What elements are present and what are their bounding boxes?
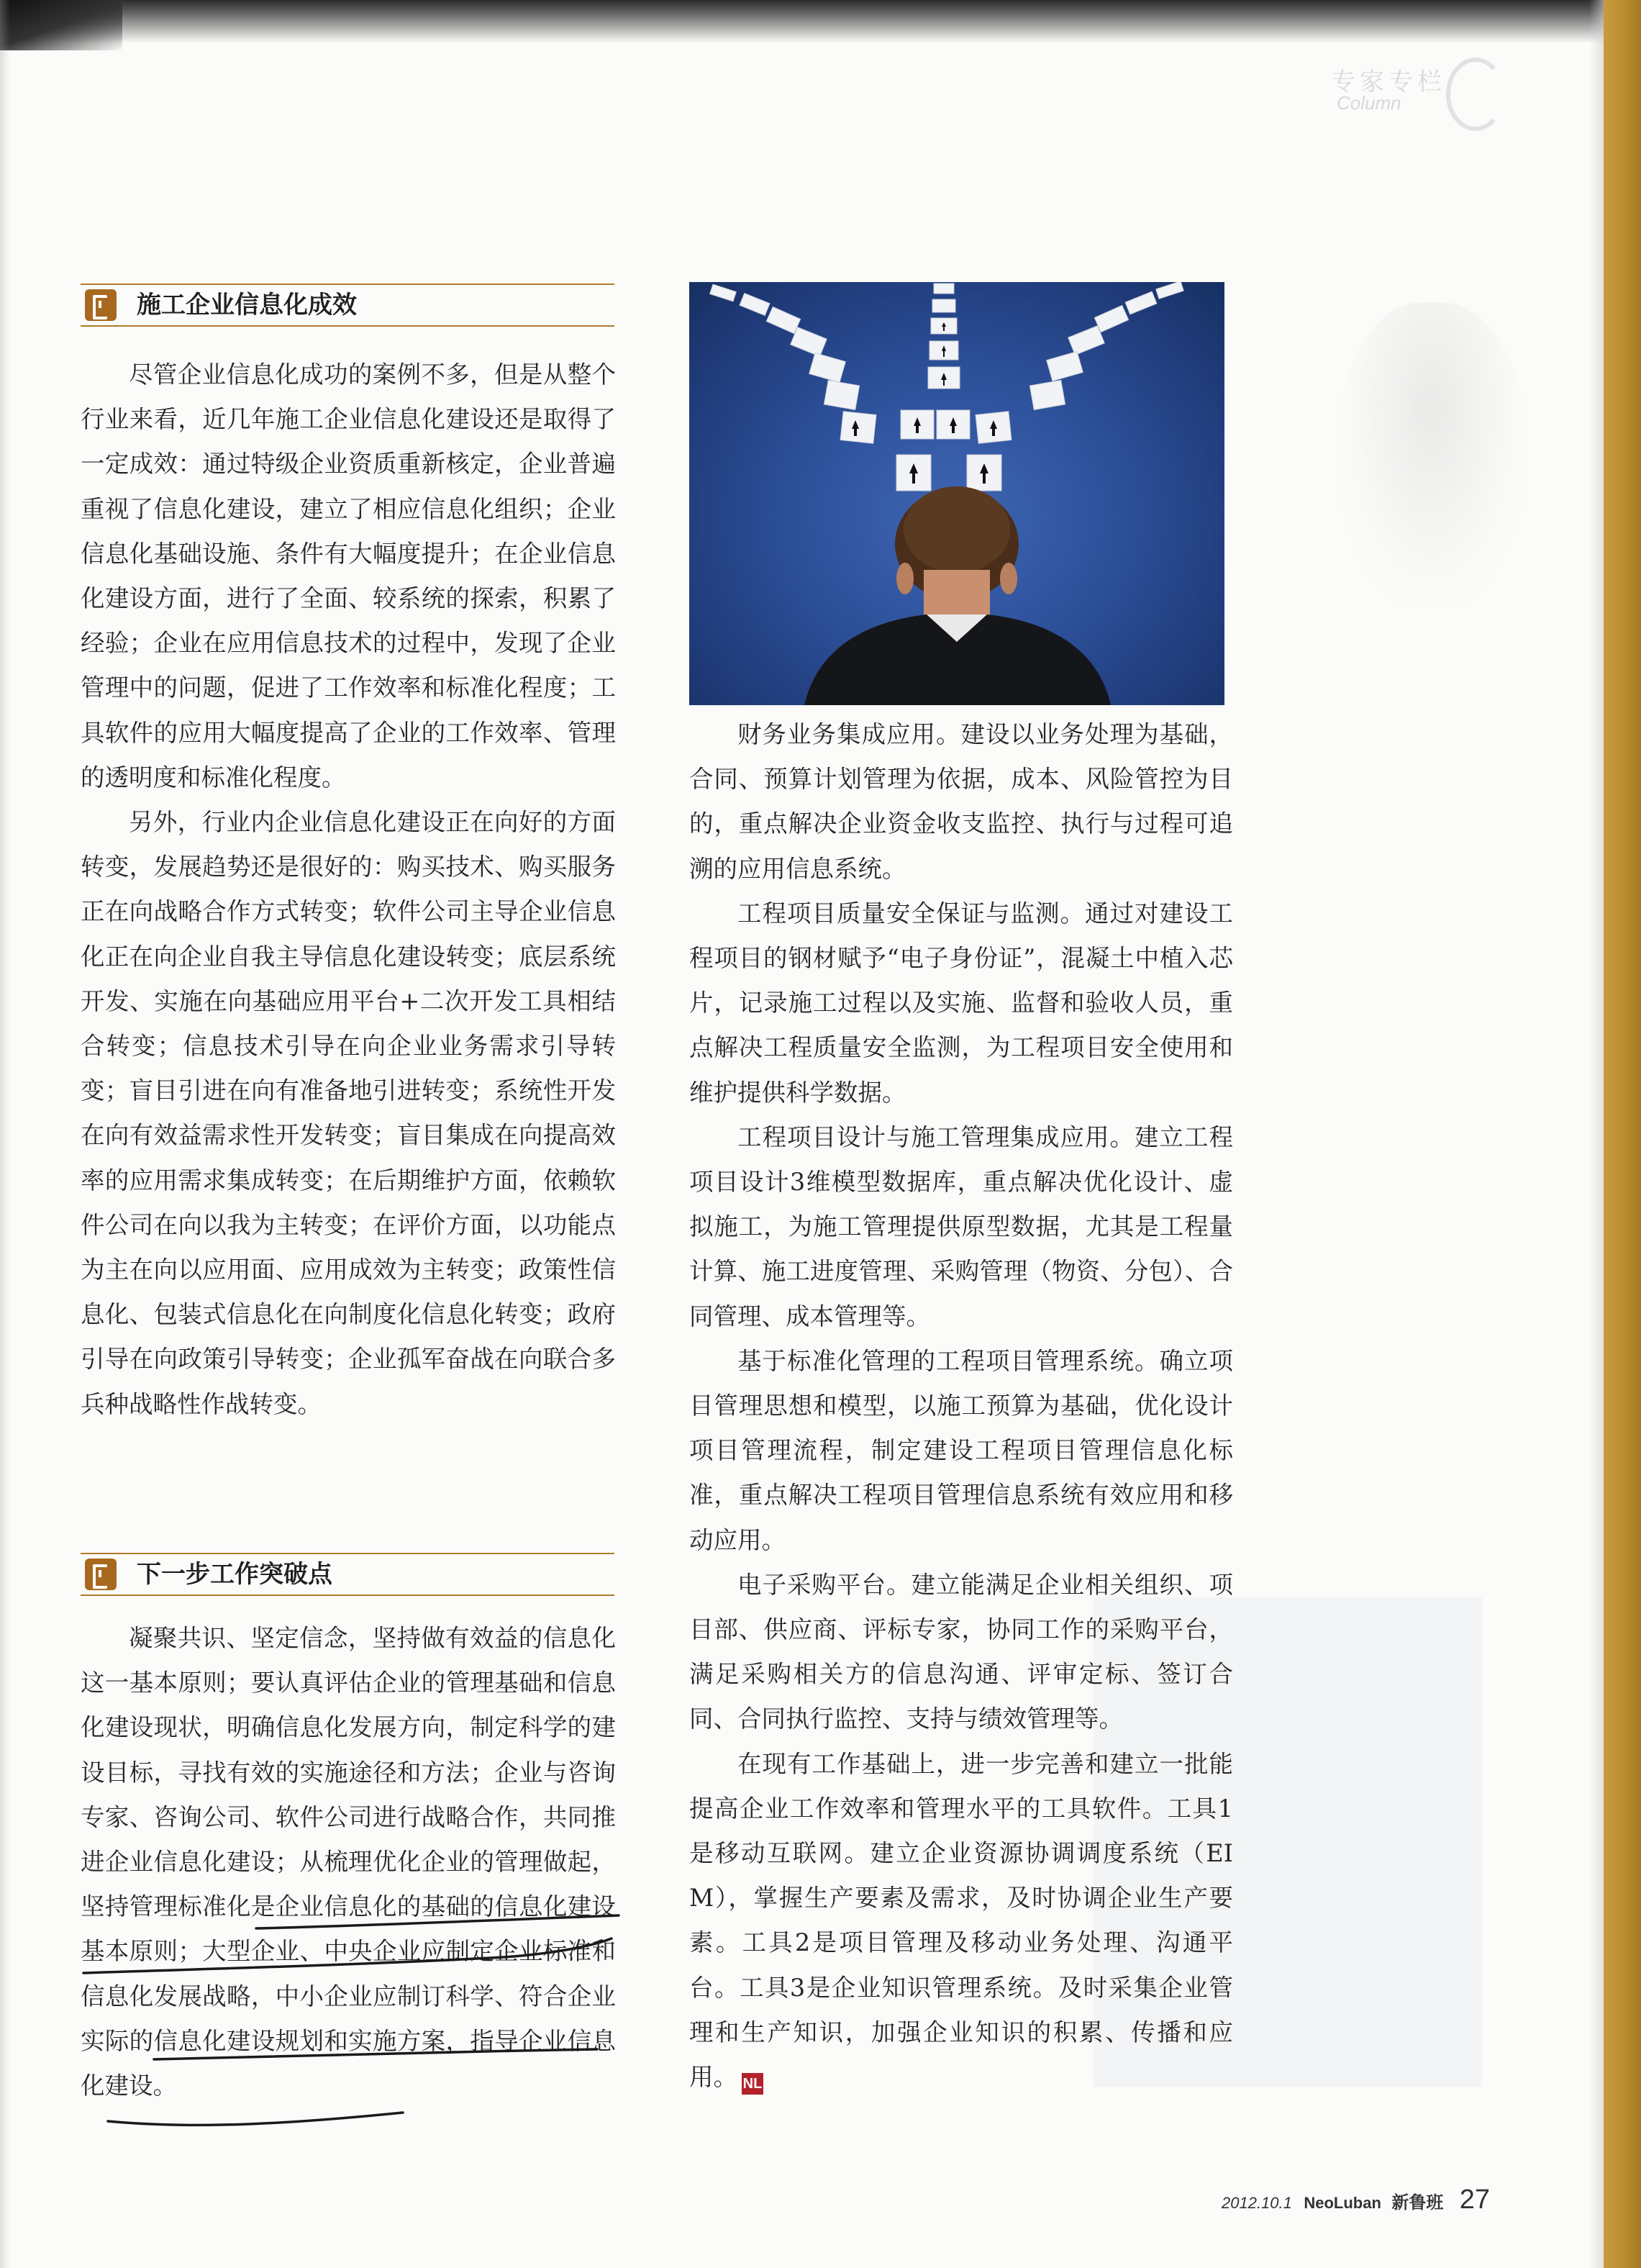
column-logo-en: Column: [1337, 92, 1401, 114]
paragraph: 电子采购平台。建立能满足企业相关组织、项目部、供应商、评标专家，协同工作的采购平台，满足采购相关方的信息沟通、评审定标、签订合同、合同执行监控、支持与绩效管理等。: [689, 1570, 1233, 1733]
section-body-next-steps: [81, 1616, 616, 2108]
page-binding-strip: [1604, 0, 1641, 2268]
issue-date: 2012.10.1: [1222, 2194, 1292, 2212]
section-header-achievements: [81, 284, 614, 327]
paragraph: 尽管企业信息化成功的案例不多，但是从整个行业来看，近几年施工企业信息化建设还是取得了一定成效：通过特级企业资质重新核定，企业普遍重视了信息化建设，建立了相应信息化组织；企业信息化基础设施、条件有大幅度提升；在企业信息化建设方面，进行了全面、较系统的探索，积累了经验；企业在应用信息技术的过程中，发现了企业管理中的问题，促进了工作效率和标准化程度；工具软件的应用大幅度提高了企业的工作效率、管理的透明度和标准化程度。: [81, 360, 616, 791]
section-bracket-icon: [85, 1559, 117, 1590]
bleed-through-portrait: [1338, 302, 1525, 604]
article-photo: [689, 282, 1224, 705]
section-title: 施工企业信息化成效: [137, 291, 357, 319]
right-column-body: [689, 712, 1233, 2100]
paragraph-last: [689, 1742, 1233, 2100]
end-mark-icon: NL: [742, 2073, 763, 2095]
scan-right-edge: [1589, 0, 1604, 2268]
scan-top-shadow: [0, 0, 1604, 43]
photo-illustration: [689, 282, 1224, 705]
magazine-brand-cn: 新鲁班: [1391, 2192, 1444, 2213]
paragraph: 另外，行业内企业信息化建设正在向好的方面转变，发展趋势还是很好的：购买技术、购买服务正在向战略合作方式转变；软件公司主导企业信息化正在向企业自我主导信息化建设转变；底层系统开发、实施在向基础应用平台+二次开发工具相结合转变；信息技术引导在向企业业务需求引导转变；盲目引进在向有准备地引进转变；系统性开发在向有效益需求性开发转变；盲目集成在向提高效率的应用需求集成转变；在后期维护方面，依赖软件公司在向以我为主转变；在评价方面，以功能点为主在向以应用面、应用成效为主转变；政策性信息化、包装式信息化在向制度化信息化转变；政府引导在向政策引导转变；企业孤军奋战在向联合多兵种战略性作战转变。: [81, 808, 616, 1418]
paragraph: 凝聚共识、坚定信念，坚持做有效益的信息化这一基本原则；要认真评估企业的管理基础和信息化建设现状，明确信息化发展方向，制定科学的建设目标，寻找有效的实施途径和方法；企业与咨询专家、咨询公司、软件公司进行战略合作，共同推进企业信息化建设；从梳理优化企业的管理做起，坚持管理标准化是企业信息化的基础的信息化建设基本原则；大型企业、中央企业应制定企业标准和信息化发展战略，中小企业应制订科学、符合企业实际的信息化建设规划和实施方案，指导企业信息化建设。: [81, 1624, 616, 2100]
section-title: 下一步工作突破点: [137, 1560, 332, 1589]
column-logo-cn: 专家专栏: [1331, 68, 1446, 96]
paragraph: 财务业务集成应用。建设以业务处理为基础，合同、预算计划管理为依据，成本、风险管控为目的，重点解决企业资金收支监控、执行与过程可追溯的应用信息系统。: [689, 720, 1233, 883]
column-logo-ring: [1446, 58, 1505, 131]
paragraph-text: 在现有工作基础上，进一步完善和建立一批能提高企业工作效率和管理水平的工具软件。工具1是移动互联网。建立企业资源协调调度系统（EIM），掌握生产要素及需求，及时协调企业生产要素。工具2是项目管理及移动业务处理、沟通平台。工具3是企业知识管理系统。及时采集企业管理和生产知识，加强企业知识的积累、传播和应用。: [689, 1749, 1233, 2092]
section-body-achievements: [81, 353, 616, 1427]
section-bracket-icon: [85, 289, 117, 321]
scan-left-edge: [0, 0, 10, 2268]
paragraph: 基于标准化管理的工程项目管理系统。确立项目管理思想和模型，以施工预算为基础，优化设计项目管理流程，制定建设工程项目管理信息化标准，重点解决工程项目管理信息系统有效应用和移动应用。: [689, 1346, 1233, 1554]
column-logo: [1317, 58, 1489, 122]
magazine-brand: NeoLuban: [1304, 2194, 1381, 2212]
ink-underline: [108, 2113, 403, 2125]
page-footer: [1222, 2185, 1490, 2216]
paragraph: 工程项目设计与施工管理集成应用。建立工程项目设计3维模型数据库，重点解决优化设计、虚拟施工，为施工管理提供原型数据，尤其是工程量计算、施工进度管理、采购管理（物资、分包）、合同管理、成本管理等。: [689, 1122, 1233, 1330]
section-header-next-steps: [81, 1553, 614, 1596]
paragraph: 工程项目质量安全保证与监测。通过对建设工程项目的钢材赋予“电子身份证”，混凝土中植入芯片，记录施工过程以及实施、监督和验收人员，重点解决工程质量安全监测，为工程项目安全使用和维护提供科学数据。: [689, 899, 1233, 1107]
scan-corner-shadow: [0, 0, 122, 50]
page-number: 27: [1459, 2185, 1491, 2215]
